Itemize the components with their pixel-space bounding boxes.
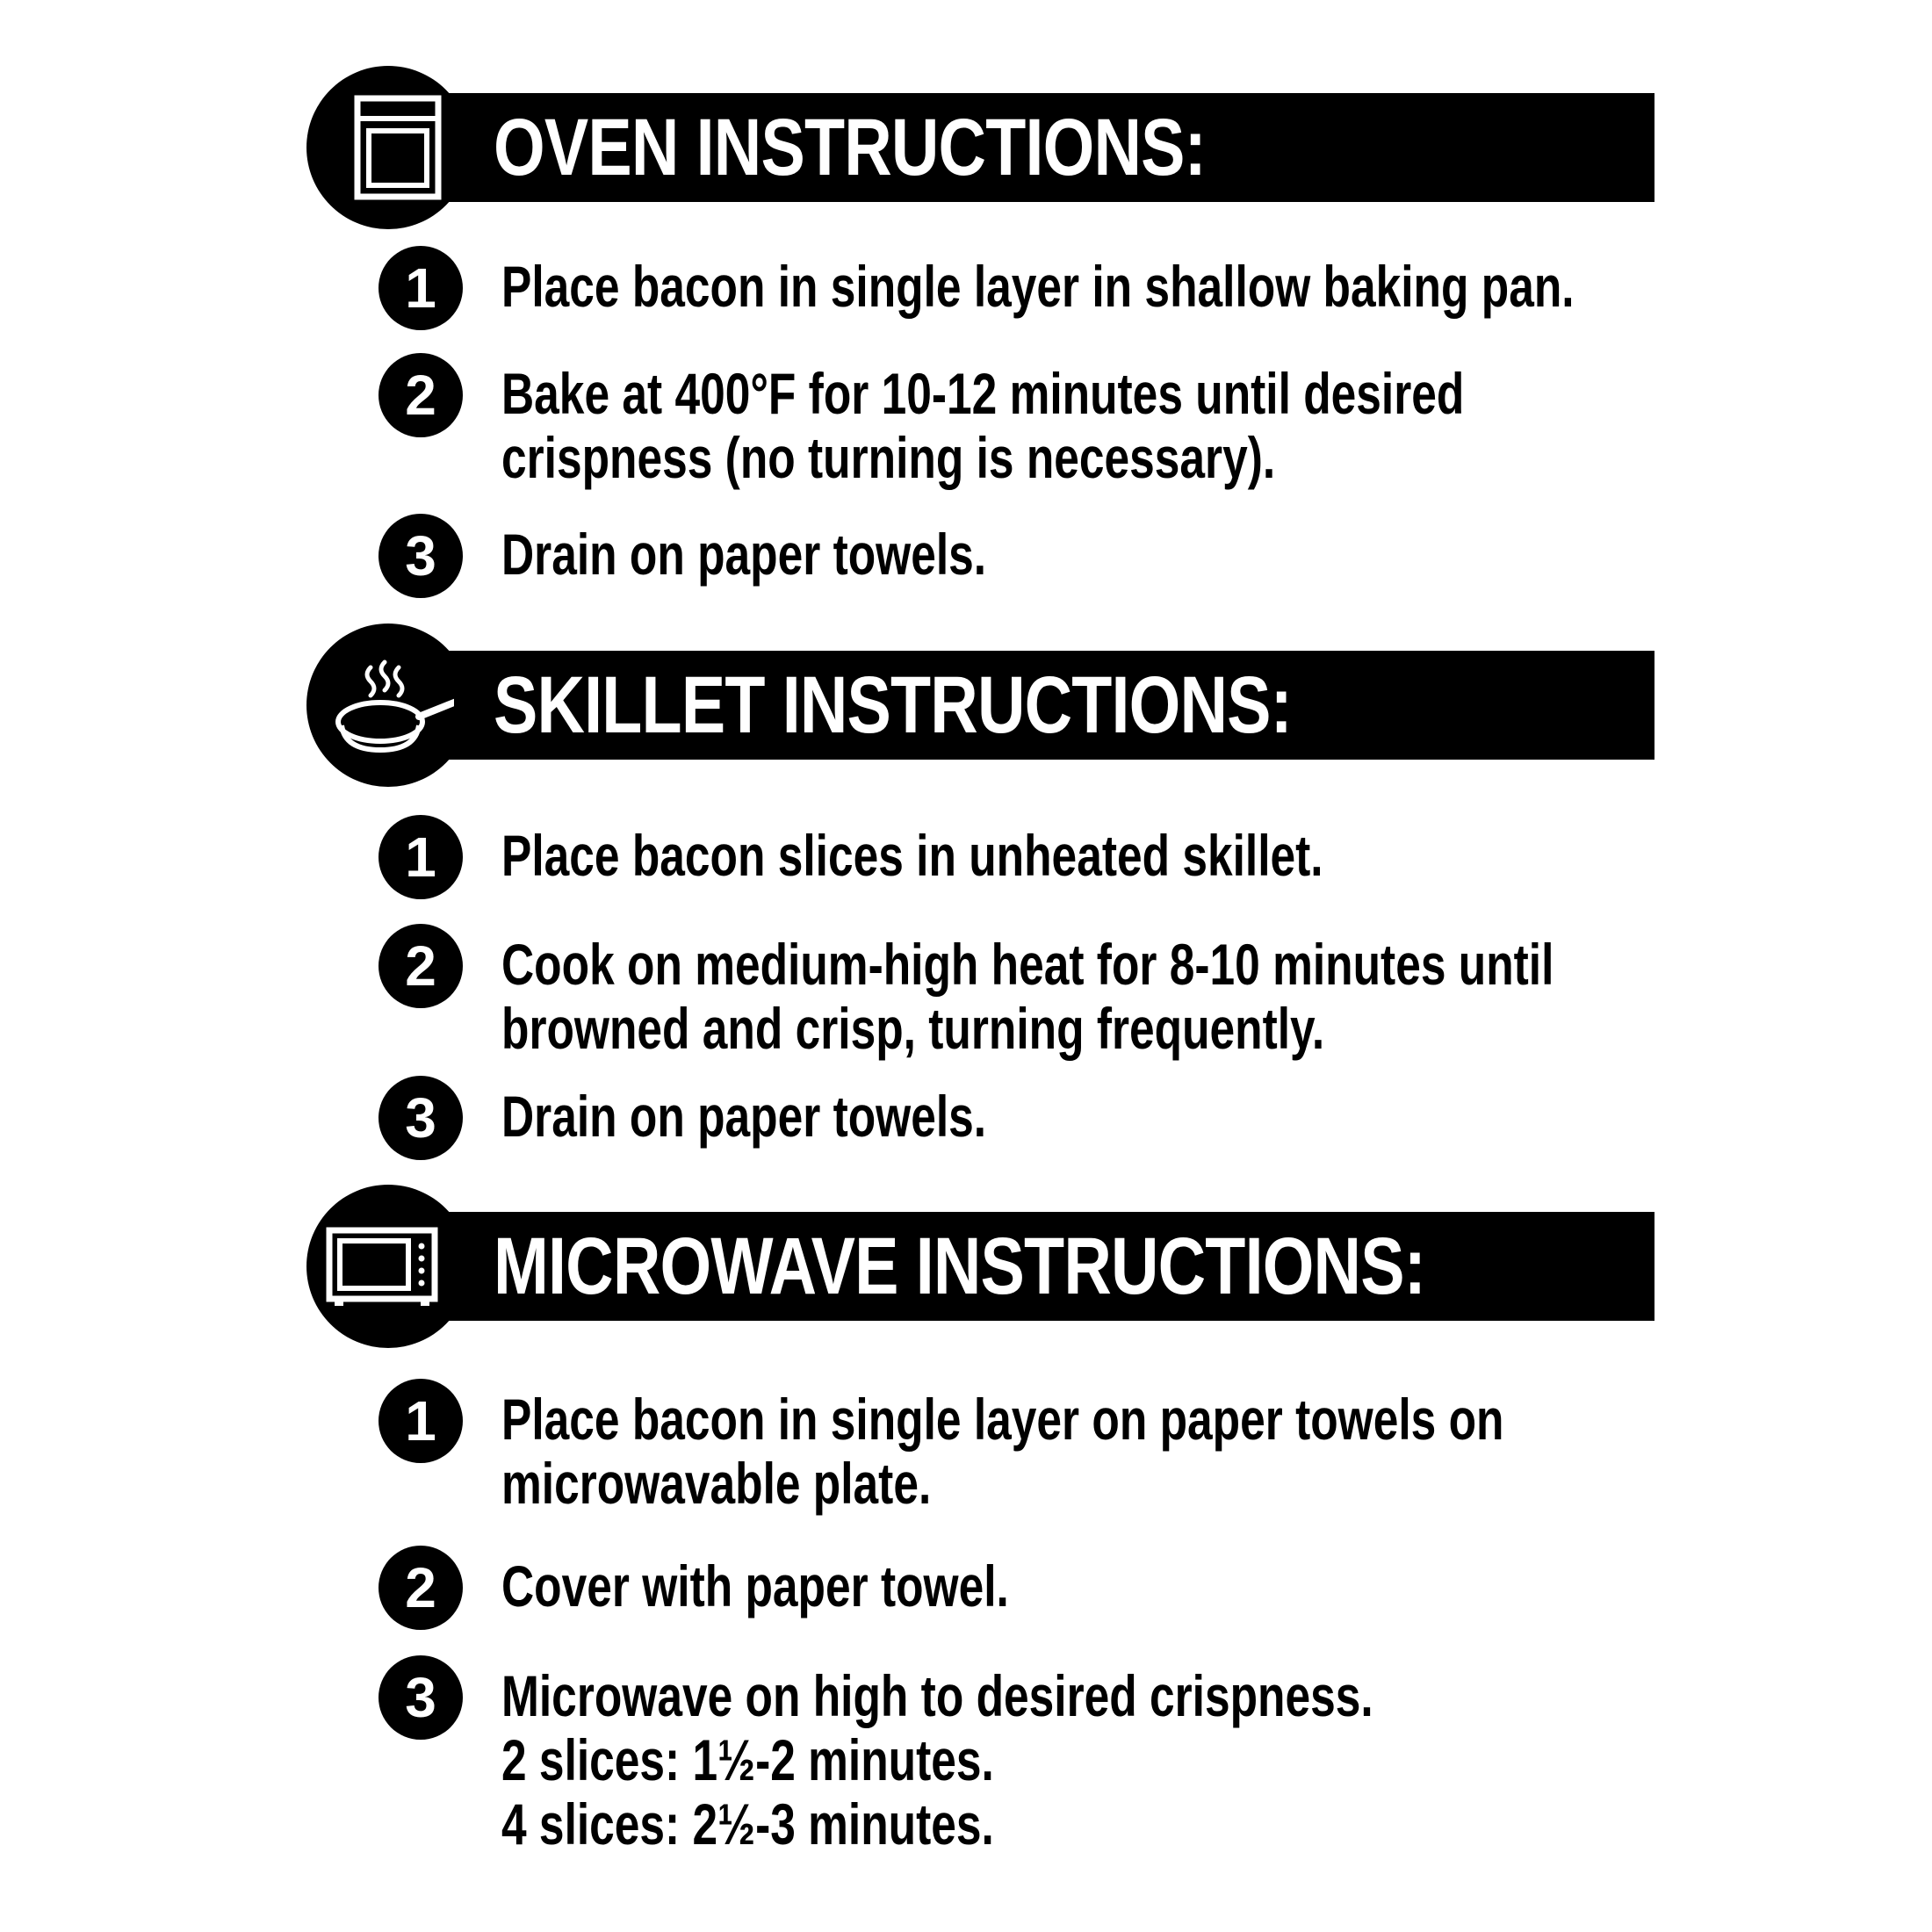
oven-section-title: OVEN INSTRUCTIONS:: [494, 103, 1206, 192]
step-number-badge: 1: [378, 246, 463, 330]
step-number-badge: 3: [378, 1076, 463, 1160]
step-number-badge: 1: [378, 1379, 463, 1463]
microwave-icon: [322, 1202, 454, 1330]
skillet-section-title: SKILLET INSTRUCTIONS:: [494, 660, 1292, 750]
microwave-section-header: [306, 1212, 1654, 1321]
step-number-badge: 3: [378, 1655, 463, 1740]
step-text: Place bacon in single layer in shallow baking pan.: [501, 254, 1575, 319]
step-text: Bake at 400°F for 10-12 minutes until desired crispness (no turning is necessary).: [501, 361, 1465, 490]
step-text: Cook on medium-high heat for 8-10 minutes until browned and crisp, turning frequently.: [501, 932, 1554, 1061]
step-number-badge: 1: [378, 815, 463, 899]
step-text: Cover with paper towel.: [501, 1554, 1009, 1618]
skillet-icon: [322, 641, 454, 769]
skillet-section-header: [306, 651, 1654, 760]
step-text: Drain on paper towels.: [501, 1084, 987, 1149]
oven-icon: [322, 83, 454, 212]
step-number-badge: 2: [378, 353, 463, 437]
step-text: Place bacon in single layer on paper towels on microwavable plate.: [501, 1387, 1504, 1516]
microwave-section-title: MICROWAVE INSTRUCTIONS:: [494, 1222, 1426, 1311]
step-text: Microwave on high to desired crispness. 2 slices: 1½-2 minutes. 4 slices: 2½-3 minutes.: [501, 1663, 1373, 1856]
step-text: Drain on paper towels.: [501, 522, 987, 587]
step-number-badge: 2: [378, 924, 463, 1008]
step-number-badge: 3: [378, 514, 463, 598]
oven-section-header: [306, 93, 1654, 202]
step-text: Place bacon slices in unheated skillet.: [501, 823, 1323, 888]
step-number-badge: 2: [378, 1546, 463, 1630]
